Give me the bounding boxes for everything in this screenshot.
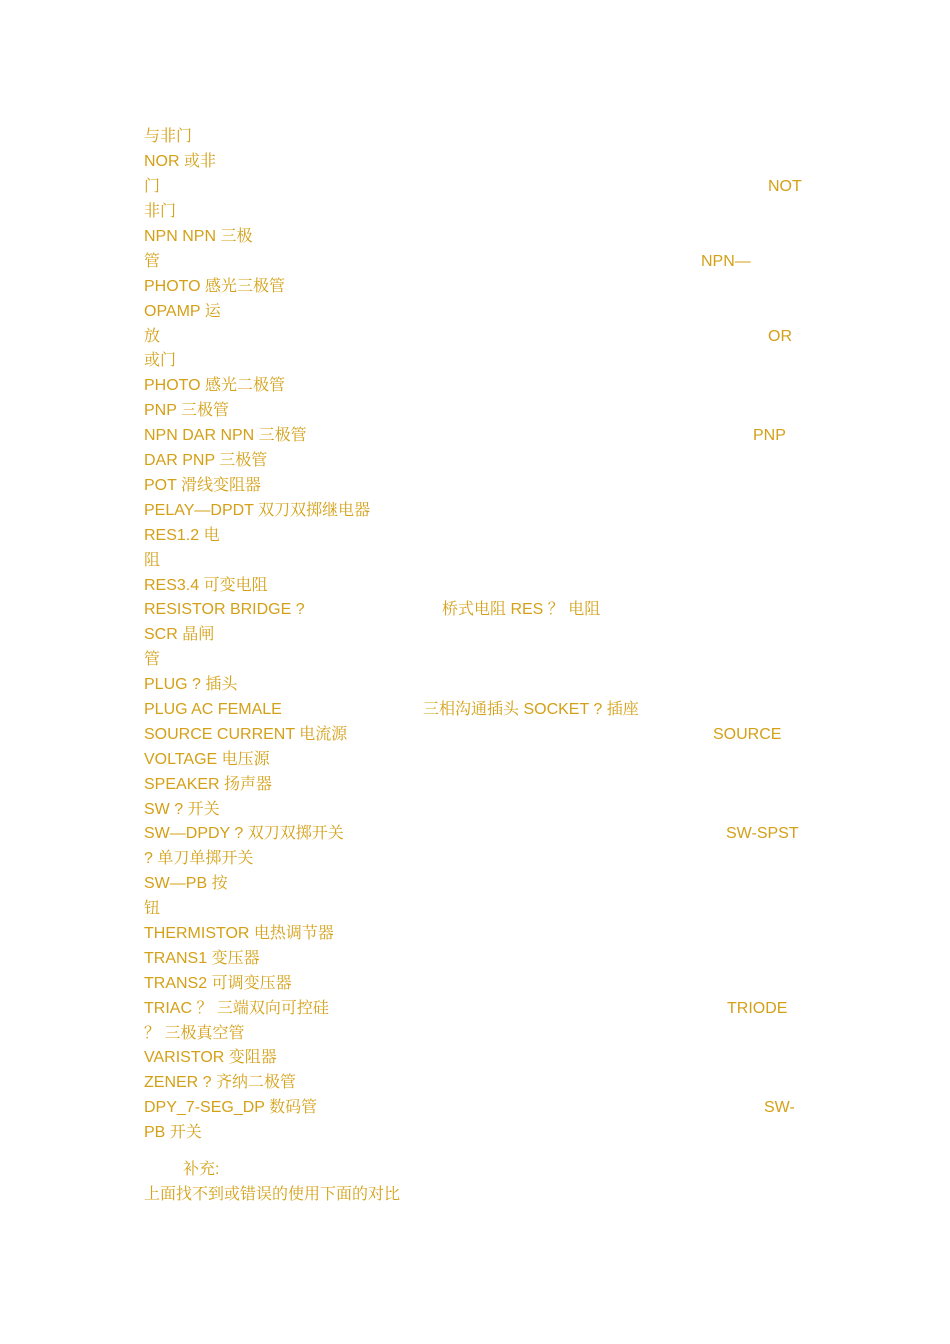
component-line: TRANS2 可调变压器 [144,975,292,992]
component-line: ZENER ? 齐纳二极管 [144,1074,297,1091]
component-line: PHOTO 感光二极管 [144,377,286,394]
component-line: RES1.2 电 [144,527,220,544]
component-line: 管 [144,651,161,668]
component-line: OPAMP 运 [144,303,221,320]
component-line: RES3.4 可变电阻 [144,577,268,594]
component-line: PLUG ? 插头 [144,676,238,693]
component-line: 管 NPN— [144,253,751,270]
component-line: NPN DAR NPN 三极管 PNP [144,427,786,444]
component-line: VOLTAGE 电压源 [144,751,270,768]
component-line: PB 开关 [144,1124,202,1141]
component-line: 钮 [144,900,161,917]
component-line: 或门 [144,352,177,369]
component-line: TRIAC ？ 三端双向可控硅 TRIODE [144,1000,788,1017]
component-line: TRANS1 变压器 [144,950,260,967]
component-line: VARISTOR 变阻器 [144,1049,277,1066]
component-line: SW—DPDY ? 双刀双掷开关 SW-SPST [144,825,799,842]
component-line: PELAY—DPDT 双刀双掷继电器 [144,502,371,519]
supplement-text: 上面找不到或错误的使用下面的对比 [144,1186,401,1203]
component-line: RESISTOR BRIDGE ? 桥式电阻 RES ？ 电阻 [144,601,601,618]
supplement-heading: 补充: [183,1161,220,1178]
component-line: PHOTO 感光三极管 [144,278,286,295]
component-line: DAR PNP 三极管 [144,452,268,469]
component-line: SW—PB 按 [144,875,228,892]
component-line: NOR 或非 [144,153,217,170]
component-line: DPY_7-SEG_DP 数码管 SW- [144,1099,795,1116]
component-line: NPN NPN 三极 [144,228,253,245]
component-line: 放 OR [144,328,792,345]
component-line: SCR 晶闸 [144,626,215,643]
component-line: ? 单刀单掷开关 [144,850,254,867]
component-line: 非门 [144,203,177,220]
component-line: 与非门 [144,128,193,145]
component-line: 门 NOT [144,178,802,195]
component-line: THERMISTOR 电热调节器 [144,925,334,942]
component-line: POT 滑线变阻器 [144,477,262,494]
component-line: ？ 三极真空管 [144,1025,245,1042]
component-line: SW ? 开关 [144,801,220,818]
component-line: 阻 [144,552,161,569]
component-line: SPEAKER 扬声器 [144,776,273,793]
component-line: PNP 三极管 [144,402,230,419]
component-line: PLUG AC FEMALE 三相沟通插头 SOCKET ? 插座 [144,701,639,718]
component-line: SOURCE CURRENT 电流源 SOURCE [144,726,782,743]
